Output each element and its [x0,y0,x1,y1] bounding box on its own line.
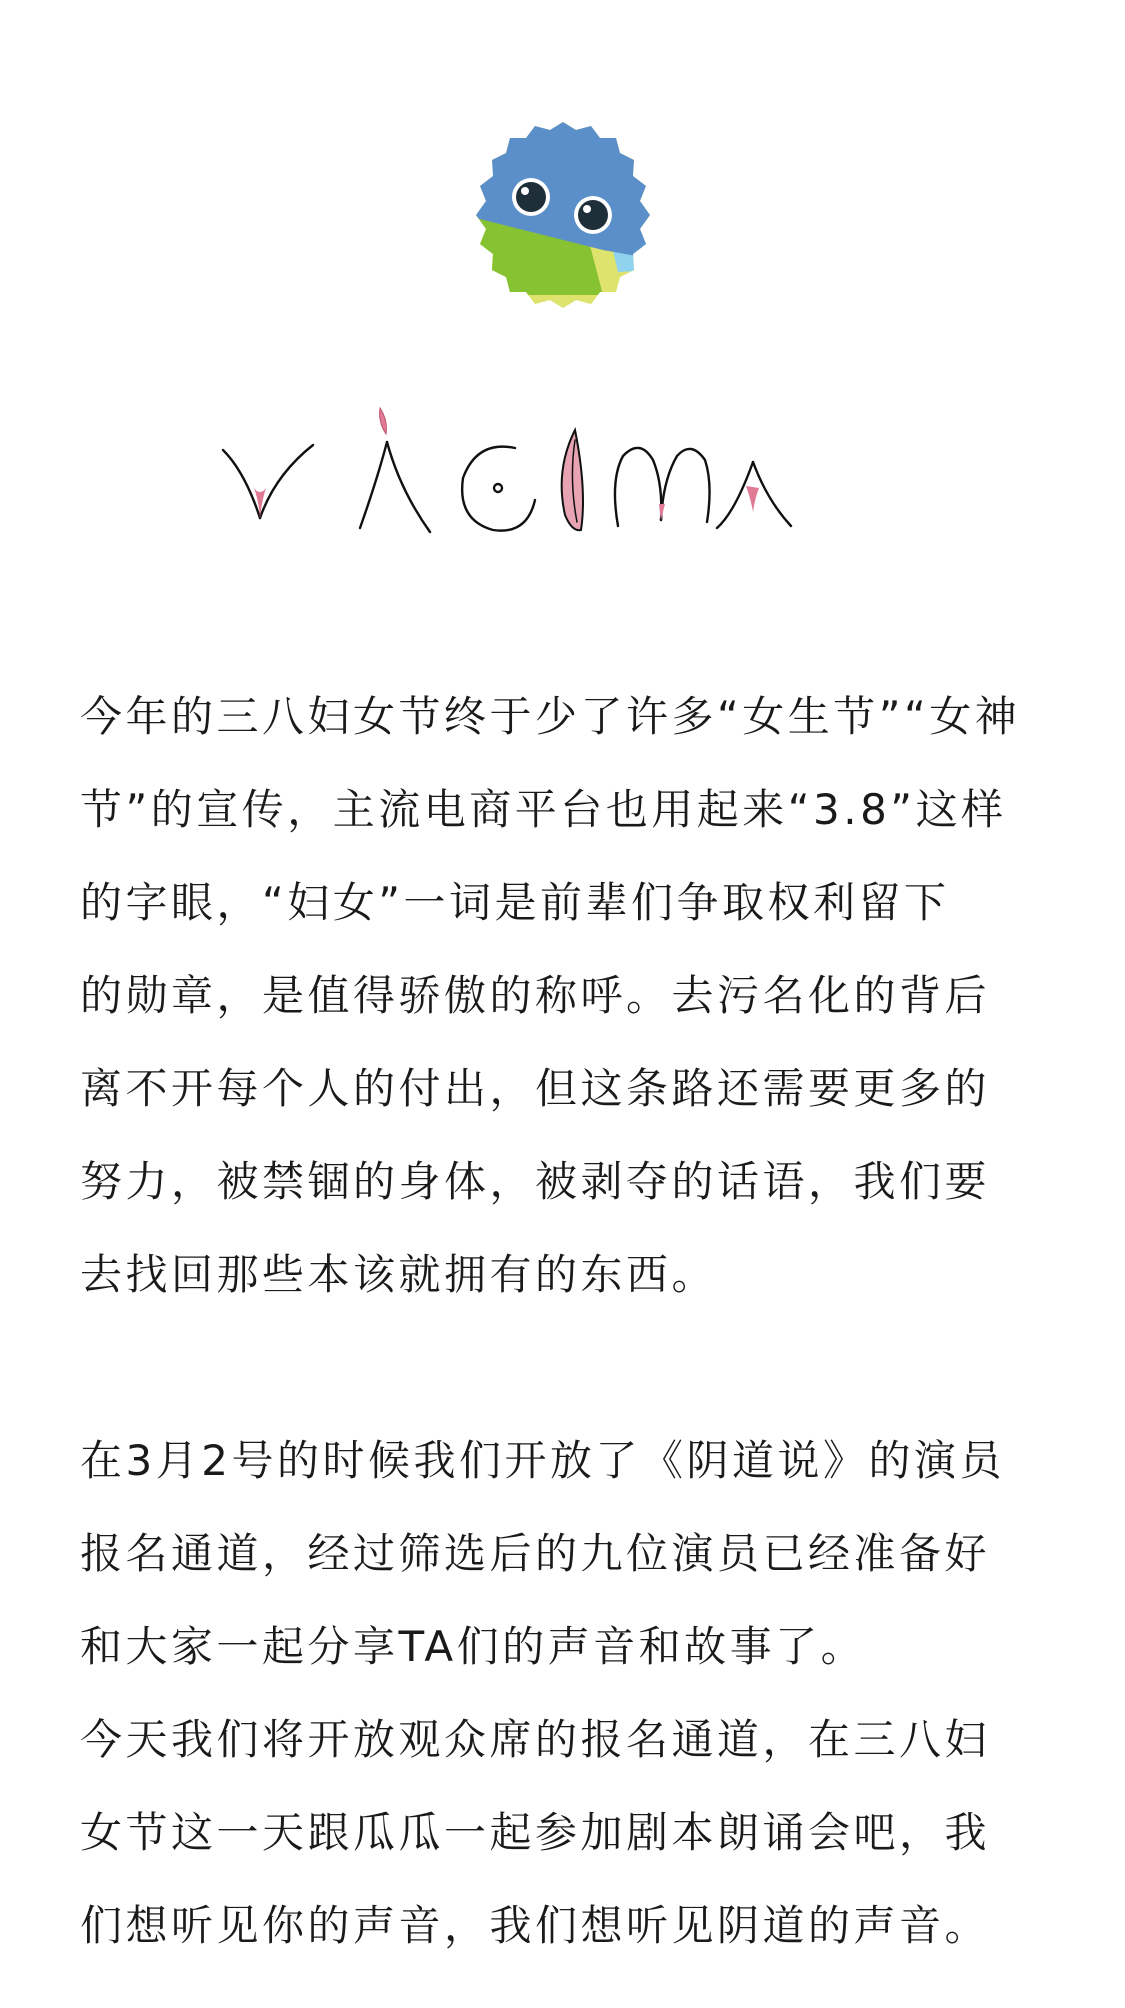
text-line: 们想听见你的声音，我们想听见阴道的声音。 [80,1901,991,1950]
article-body [80,670,1055,1972]
text-line: 和大家一起分享TA们的声音和故事了。 [80,1622,867,1671]
wordmark-letter-v [223,445,313,518]
text-line: 今天我们将开放观众席的报名通道，在三八妇 [80,1715,991,1764]
text-line: 今年的三八妇女节终于少了许多“女生节”“女神 [80,692,1021,741]
text-line: 离不开每个人的付出，但这条路还需要更多的 [80,1064,991,1113]
wordmark-letter-i [562,430,583,530]
vagina-wordmark [215,400,905,560]
paragraph-1 [80,670,1055,1321]
wordmark-letter-n [615,448,710,526]
text-line: 报名通道，经过筛选后的九位演员已经准备好 [80,1529,991,1578]
paragraph-3 [80,1693,1055,1972]
blob-logo-icon [468,120,658,310]
text-line: 节”的宣传，主流电商平台也用起来“3.8”这样 [80,785,1007,834]
wordmark-letter-a2 [717,462,791,528]
wordmark-letter-a [360,408,430,532]
text-line: 的勋章，是值得骄傲的称呼。去污名化的背后 [80,971,991,1020]
text-line: 女节这一天跟瓜瓜一起参加剧本朗诵会吧，我 [80,1808,991,1857]
paragraph-2 [80,1414,1055,1693]
text-line: 努力，被禁锢的身体，被剥夺的话语，我们要 [80,1157,991,1206]
text-line: 在3月2号的时候我们开放了《阴道说》的演员 [80,1436,1005,1485]
paragraph-spacer [80,1321,1055,1414]
text-line: 的字眼，“妇女”一词是前辈们争取权利留下 [80,878,950,927]
wordmark-letter-g [462,447,535,531]
text-line: 去找回那些本该就拥有的东西。 [80,1250,718,1299]
